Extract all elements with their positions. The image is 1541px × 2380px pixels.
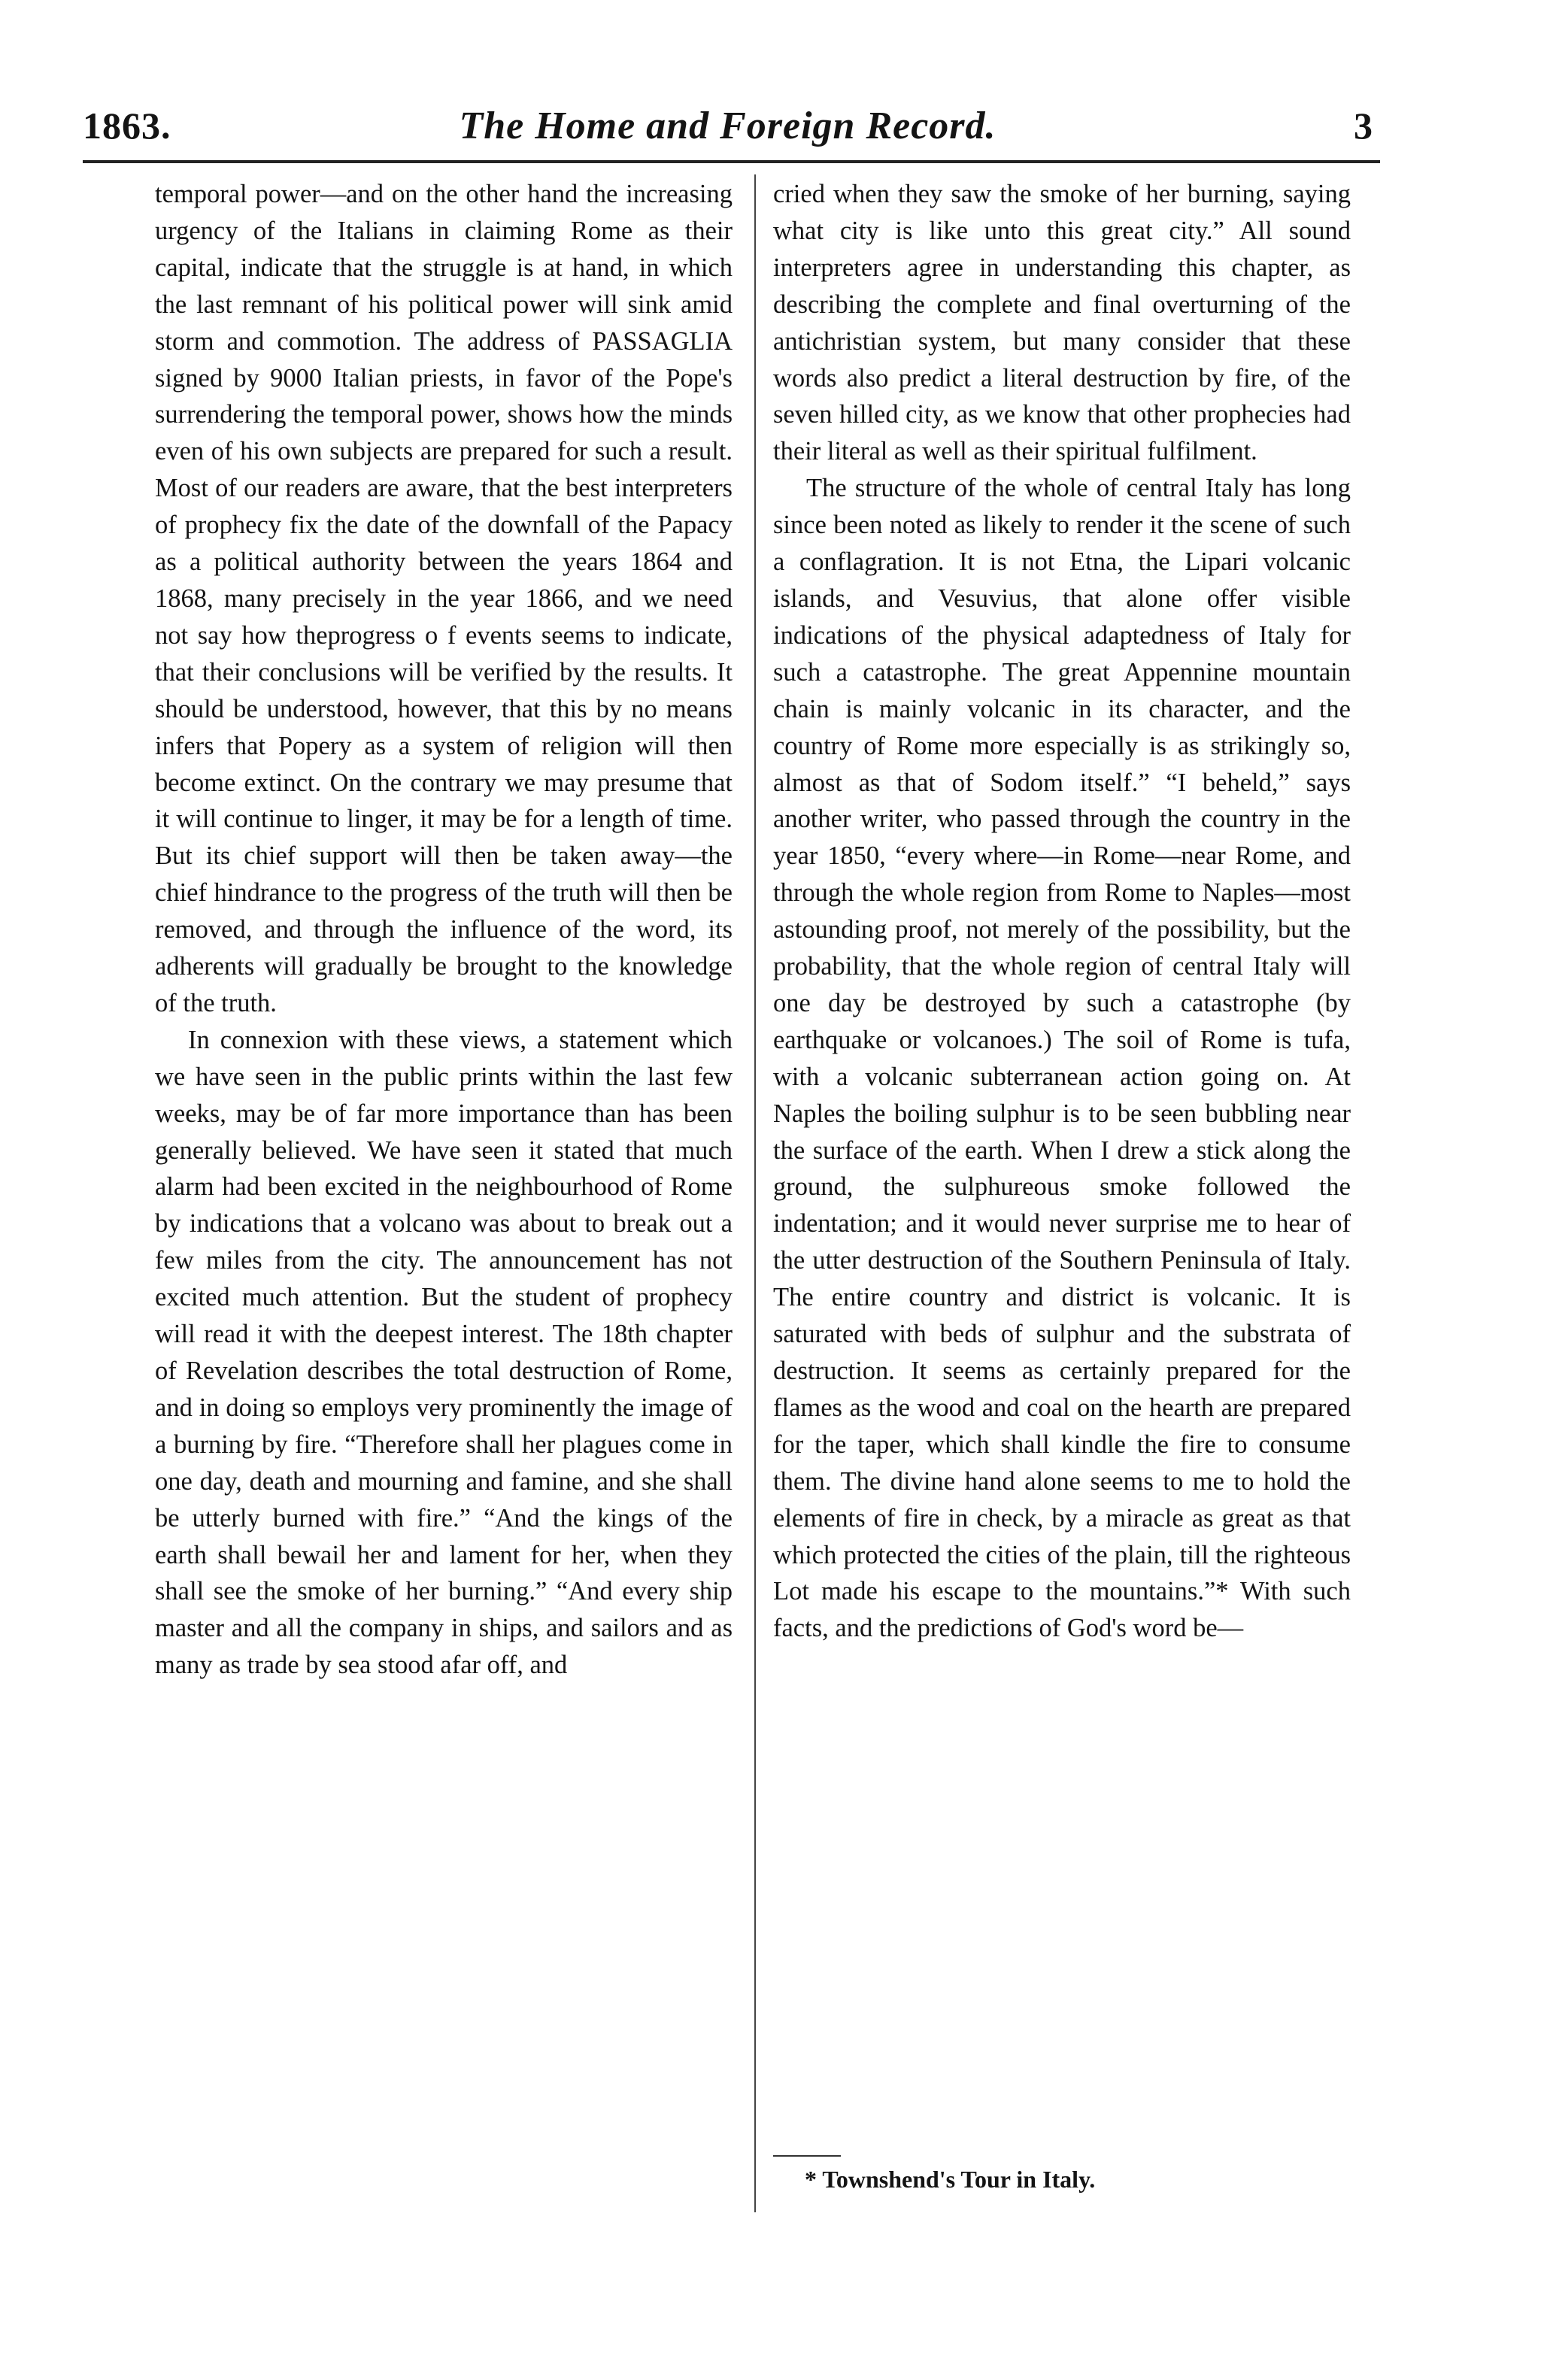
left-paragraph-2: In connexion with these views, a statement which we have seen in the public prints within the last few weeks, may be of far more importance than has been generally believed. We have seen it stated that much alarm had been excited in the neighbourhood of Rome by indications that a volcano was about to break out a few miles from the city. The announcement has not excited much attention. But the student of prophecy will read it with the deepest interest. The 18th chapter of Revelation describes the total destruction of Rome, and in doing so employs very prominently the image of a burning by fire. “Therefore shall her plagues come in one day, death and mourning and famine, and she shall be utterly burned with fire.” “And the kings of the earth shall bewail her and lament for her, when they shall see the smoke of her burning.” “And every ship master and all the company in ships, and sailors and as many as trade by sea stood afar off, and: [155, 1025, 733, 1680]
header-rule: [83, 160, 1380, 163]
right-paragraph-2: The structure of the whole of central Italy has long since been noted as likely to render it the scene of such a conflagration. It is not Etna, the Lipari volcanic islands, and Vesuvius, that alone offer visible indications of the physical adaptedness of Italy for such a catastrophe. The great Appennine mountain chain is mainly volcanic in its character, and the country of Rome more especially is as strikingly so, almost as that of Sodom itself.” “I beheld,” says another writer, who passed through the country in the year 1850, “every where—in Rome—near Rome, and through the whole region from Rome to Naples—most astounding proof, not merely of the possibility, but the probability, that the whole region of central Italy will one day be destroyed by such a catastrophe (by earthquake or volcanoes.) The soil of Rome is tufa, with a volcanic subterranean action going on. At Naples the boiling sulphur is to be seen bubbling near the surface of the earth. When I drew a stick along the ground, the sulphureous smoke followed the indentation; and it would never surprise me to hear of the utter destruction of the Southern Peninsula of Italy. The entire country and district is volcanic. It is saturated with beds of sulphur and the substrata of destruction. It seems as certainly prepared for the flames as the wood and coal on the hearth are prepared for the taper, which shall kindle the fire to consume them. The divine hand alone seems to me to hold the elements of fire in check, by a miracle as great as that which protected the cities of the plain, till the righteous Lot made his escape to the mountains.”* With such facts, and the predictions of God's word be—: [773, 474, 1351, 1643]
header-title: The Home and Foreign Record.: [459, 105, 996, 147]
page-number: 3: [1354, 105, 1373, 147]
right-paragraph-1: cried when they saw the smoke of her burning, saying what city is like unto this great city.” All sound interpreters agree in understanding this chapter, as describing the complete and final overturning of the antichristian system, but many consider that these words also predict a literal destruction by fire, of the seven hilled city, as we know that other prophecies had their literal as well as their spiritual fulfilment.: [773, 180, 1351, 466]
left-paragraph-1: temporal power—and on the other hand the increasing urgency of the Italians in claiming Rome as their capital, indicate that the struggle is at hand, in which the last remnant of his political power will sink amid storm and commotion. The address of PASSAGLIA signed by 9000 Italian priests, in favor of the Pope's surrendering the temporal power, shows how the minds even of his own subjects are prepared for such a result. Most of our readers are aware, that the best interpreters of prophecy fix the date of the downfall of the Papacy as a political authority between the years 1864 and 1868, many precisely in the year 1866, and we need not say how theprogress o f events seems to indicate, that their conclusions will be verified by the results. It should be understood, however, that this by no means infers that Popery as a system of religion will then become extinct. On the contrary we may presume that it will continue to linger, it may be for a length of time. But its chief support will then be taken away—the chief hindrance to the progress of the truth will then be removed, and through the influence of the word, its adherents will gradually be brought to the knowledge of the truth.: [155, 180, 733, 1017]
column-divider: [754, 174, 756, 2212]
footnote-rule: [773, 2155, 841, 2157]
left-column: [155, 176, 733, 1684]
running-header: [83, 104, 1373, 156]
header-year: 1863.: [83, 105, 171, 147]
right-column: [773, 176, 1351, 1647]
footnote: * Townshend's Tour in Italy.: [805, 2166, 1096, 2193]
